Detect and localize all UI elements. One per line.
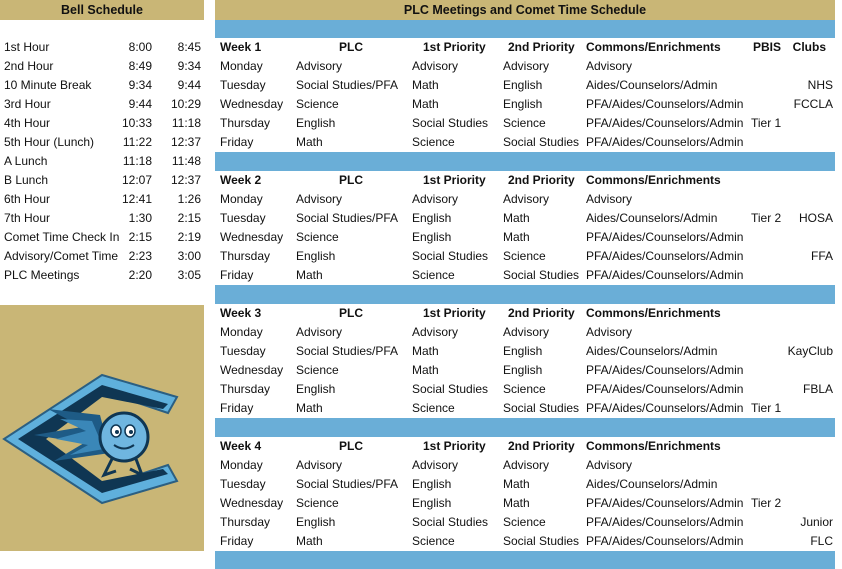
priority1-subject: English — [412, 496, 452, 510]
day-name: Friday — [220, 401, 254, 415]
plc-subject: Math — [296, 534, 323, 548]
column-header-priority2: 2nd Priority — [508, 439, 575, 453]
bell-row — [0, 133, 204, 152]
bell-end-time: 9:34 — [177, 59, 201, 73]
schedule-day-row — [215, 494, 835, 513]
priority2-subject: Math — [503, 496, 530, 510]
day-name: Wednesday — [220, 230, 284, 244]
day-name: Monday — [220, 325, 263, 339]
bell-end-time: 8:45 — [177, 40, 201, 54]
commons-enrichment: PFA/Aides/Counselors/Admin — [586, 496, 744, 510]
priority1-subject: Advisory — [412, 192, 459, 206]
priority1-subject: Science — [412, 401, 455, 415]
schedule-day-row — [215, 133, 835, 152]
bell-end-time: 11:48 — [171, 154, 201, 168]
bell-period-label: 2nd Hour — [4, 59, 54, 73]
column-header-plc: PLC — [339, 439, 363, 453]
schedule-day-row — [215, 342, 835, 361]
commons-enrichment: PFA/Aides/Counselors/Admin — [586, 116, 744, 130]
bell-period-label: Advisory/Comet Time — [4, 249, 119, 263]
priority2-subject: Math — [503, 230, 530, 244]
bell-start-time: 8:49 — [128, 59, 152, 73]
bell-row — [0, 152, 204, 171]
bell-end-time: 12:37 — [170, 173, 201, 187]
priority2-subject: English — [503, 78, 543, 92]
day-name: Thursday — [220, 382, 271, 396]
bell-period-label: 3rd Hour — [4, 97, 51, 111]
priority2-subject: Advisory — [503, 325, 550, 339]
pbis-tier: Tier 1 — [751, 401, 782, 415]
priority2-subject: English — [503, 344, 543, 358]
week-header-row — [215, 304, 835, 323]
commons-enrichment: PFA/Aides/Counselors/Admin — [586, 97, 744, 111]
bell-start-time: 11:18 — [122, 154, 152, 168]
schedule-day-row — [215, 532, 835, 551]
plc-subject: Social Studies/PFA — [296, 78, 399, 92]
comet-logo-panel — [0, 305, 204, 551]
club-name: FCCLA — [793, 97, 833, 111]
bell-period-label: Comet Time Check In — [4, 230, 120, 244]
bell-period-label: PLC Meetings — [4, 268, 80, 282]
day-name: Monday — [220, 458, 263, 472]
week-separator-bar — [215, 20, 835, 38]
schedule-day-row — [215, 323, 835, 342]
column-header-priority2: 2nd Priority — [508, 173, 575, 187]
column-header-plc: PLC — [339, 173, 363, 187]
priority1-subject: English — [412, 211, 452, 225]
commons-enrichment: PFA/Aides/Counselors/Admin — [586, 401, 744, 415]
priority1-subject: English — [412, 230, 452, 244]
club-name: FLC — [810, 534, 833, 548]
priority1-subject: Science — [412, 534, 455, 548]
bell-start-time: 11:22 — [122, 135, 152, 149]
schedule-day-row — [215, 266, 835, 285]
bell-end-time: 9:44 — [177, 78, 201, 92]
day-name: Thursday — [220, 249, 271, 263]
week-label: Week 3 — [220, 306, 262, 320]
week-separator-bar — [215, 285, 835, 304]
commons-enrichment: PFA/Aides/Counselors/Admin — [586, 230, 744, 244]
schedule-day-row — [215, 228, 835, 247]
week-label: Week 2 — [220, 173, 262, 187]
priority2-subject: Advisory — [503, 458, 550, 472]
commons-enrichment: PFA/Aides/Counselors/Admin — [586, 249, 744, 263]
club-name: FBLA — [802, 382, 833, 396]
bell-period-label: 7th Hour — [4, 211, 51, 225]
priority2-subject: Social Studies — [503, 268, 580, 282]
week-header-row — [215, 38, 835, 57]
column-header-pbis: PBIS — [753, 40, 782, 54]
bell-end-time: 3:00 — [177, 249, 201, 263]
pbis-tier: Tier 2 — [751, 211, 782, 225]
bell-start-time: 12:07 — [121, 173, 152, 187]
column-header-priority1: 1st Priority — [423, 173, 486, 187]
bell-start-time: 10:33 — [121, 116, 152, 130]
plc-subject: Social Studies/PFA — [296, 477, 399, 491]
priority2-subject: Science — [503, 382, 546, 396]
club-name: HOSA — [798, 211, 833, 225]
plc-subject: Science — [296, 97, 339, 111]
day-name: Tuesday — [220, 78, 266, 92]
commons-enrichment: PFA/Aides/Counselors/Admin — [586, 363, 744, 377]
club-name: NHS — [807, 78, 833, 92]
column-header-commons: Commons/Enrichments — [586, 439, 721, 453]
priority2-subject: Science — [503, 116, 546, 130]
bell-start-time: 1:30 — [128, 211, 152, 225]
day-name: Monday — [220, 59, 263, 73]
bell-row — [0, 228, 204, 247]
bell-row — [0, 190, 204, 209]
week-header-row — [215, 437, 835, 456]
plc-subject: Science — [296, 496, 339, 510]
bell-row — [0, 57, 204, 76]
plc-subject: Advisory — [296, 458, 343, 472]
schedule-day-row — [215, 399, 835, 418]
priority2-subject: Math — [503, 477, 530, 491]
plc-schedule-title: PLC Meetings and Comet Time Schedule — [215, 0, 835, 20]
plc-subject: Advisory — [296, 192, 343, 206]
schedule-day-row — [215, 57, 835, 76]
plc-subject: Science — [296, 230, 339, 244]
week-separator-bar — [215, 551, 835, 569]
day-name: Friday — [220, 268, 254, 282]
plc-subject: English — [296, 249, 336, 263]
priority1-subject: Math — [412, 78, 439, 92]
priority1-subject: Social Studies — [412, 116, 489, 130]
plc-subject: Math — [296, 135, 323, 149]
day-name: Wednesday — [220, 97, 284, 111]
bell-period-label: 5th Hour (Lunch) — [4, 135, 95, 149]
schedule-day-row — [215, 513, 835, 532]
bell-row — [0, 171, 204, 190]
priority2-subject: Advisory — [503, 192, 550, 206]
bell-end-time: 10:29 — [170, 97, 201, 111]
priority1-subject: Math — [412, 344, 439, 358]
column-header-commons: Commons/Enrichments — [586, 173, 721, 187]
priority2-subject: Advisory — [503, 59, 550, 73]
plc-subject: Math — [296, 401, 323, 415]
bell-row — [0, 95, 204, 114]
priority1-subject: Advisory — [412, 325, 459, 339]
priority1-subject: English — [412, 477, 452, 491]
commons-enrichment: Advisory — [586, 59, 633, 73]
priority2-subject: Social Studies — [503, 135, 580, 149]
day-name: Tuesday — [220, 477, 266, 491]
comet-mascot-logo-icon — [0, 305, 204, 551]
commons-enrichment: PFA/Aides/Counselors/Admin — [586, 515, 744, 529]
plc-subject: Advisory — [296, 325, 343, 339]
plc-subject: Social Studies/PFA — [296, 344, 399, 358]
priority1-subject: Social Studies — [412, 249, 489, 263]
priority1-subject: Advisory — [412, 59, 459, 73]
plc-subject: Social Studies/PFA — [296, 211, 399, 225]
pbis-tier: Tier 1 — [751, 116, 782, 130]
club-name: FFA — [810, 249, 833, 263]
day-name: Monday — [220, 192, 263, 206]
priority2-subject: English — [503, 97, 543, 111]
schedule-day-row — [215, 247, 835, 266]
priority2-subject: Science — [503, 515, 546, 529]
bell-row — [0, 209, 204, 228]
priority1-subject: Social Studies — [412, 515, 489, 529]
commons-enrichment: PFA/Aides/Counselors/Admin — [586, 135, 744, 149]
schedule-day-row — [215, 76, 835, 95]
bell-start-time: 2:23 — [128, 249, 152, 263]
column-header-priority1: 1st Priority — [423, 439, 486, 453]
bell-period-label: A Lunch — [4, 154, 48, 168]
bell-row — [0, 38, 204, 57]
plc-subject: Math — [296, 268, 323, 282]
day-name: Thursday — [220, 515, 271, 529]
day-name: Wednesday — [220, 363, 284, 377]
plc-subject: English — [296, 382, 336, 396]
column-header-commons: Commons/Enrichments — [586, 306, 721, 320]
week-separator-bar — [215, 152, 835, 171]
schedule-day-row — [215, 209, 835, 228]
plc-subject: Science — [296, 363, 339, 377]
schedule-day-row — [215, 361, 835, 380]
priority2-subject: Math — [503, 211, 530, 225]
bell-start-time: 2:20 — [128, 268, 152, 282]
priority2-subject: English — [503, 363, 543, 377]
bell-row — [0, 114, 204, 133]
priority2-subject: Social Studies — [503, 534, 580, 548]
priority2-subject: Science — [503, 249, 546, 263]
column-header-priority2: 2nd Priority — [508, 40, 575, 54]
club-name: KayClub — [787, 344, 833, 358]
commons-enrichment: Aides/Counselors/Admin — [586, 211, 718, 225]
bell-period-label: 6th Hour — [4, 192, 51, 206]
commons-enrichment: Aides/Counselors/Admin — [586, 477, 718, 491]
schedule-day-row — [215, 380, 835, 399]
bell-period-label: 1st Hour — [4, 40, 50, 54]
bell-row — [0, 247, 204, 266]
bell-start-time: 9:44 — [128, 97, 152, 111]
schedule-day-row — [215, 190, 835, 209]
commons-enrichment: Aides/Counselors/Admin — [586, 344, 718, 358]
bell-end-time: 12:37 — [170, 135, 201, 149]
day-name: Friday — [220, 534, 254, 548]
bell-period-label: 4th Hour — [4, 116, 51, 130]
plc-subject: Advisory — [296, 59, 343, 73]
bell-end-time: 2:15 — [177, 211, 201, 225]
priority1-subject: Social Studies — [412, 382, 489, 396]
bell-start-time: 2:15 — [128, 230, 152, 244]
week-label: Week 1 — [220, 40, 262, 54]
plc-subject: English — [296, 515, 336, 529]
column-header-commons: Commons/Enrichments — [586, 40, 721, 54]
week-label: Week 4 — [220, 439, 262, 453]
schedule-day-row — [215, 114, 835, 133]
day-name: Tuesday — [220, 211, 266, 225]
schedule-day-row — [215, 95, 835, 114]
schedule-day-row — [215, 475, 835, 494]
bell-start-time: 12:41 — [121, 192, 152, 206]
commons-enrichment: Advisory — [586, 458, 633, 472]
bell-period-label: B Lunch — [4, 173, 49, 187]
column-header-plc: PLC — [339, 306, 363, 320]
bell-schedule-title: Bell Schedule — [0, 0, 204, 20]
priority1-subject: Advisory — [412, 458, 459, 472]
day-name: Friday — [220, 135, 254, 149]
column-header-priority1: 1st Priority — [423, 40, 486, 54]
bell-period-label: 10 Minute Break — [4, 78, 92, 92]
bell-row — [0, 266, 204, 285]
day-name: Wednesday — [220, 496, 284, 510]
bell-end-time: 2:19 — [177, 230, 201, 244]
column-header-clubs: Clubs — [792, 40, 826, 54]
plc-subject: English — [296, 116, 336, 130]
priority1-subject: Math — [412, 363, 439, 377]
commons-enrichment: Advisory — [586, 192, 633, 206]
column-header-priority1: 1st Priority — [423, 306, 486, 320]
week-separator-bar — [215, 418, 835, 437]
commons-enrichment: Aides/Counselors/Admin — [586, 78, 718, 92]
priority1-subject: Math — [412, 97, 439, 111]
day-name: Thursday — [220, 116, 271, 130]
column-header-priority2: 2nd Priority — [508, 306, 575, 320]
commons-enrichment: PFA/Aides/Counselors/Admin — [586, 382, 744, 396]
week-header-row — [215, 171, 835, 190]
club-name: Junior — [800, 515, 833, 529]
column-header-plc: PLC — [339, 40, 363, 54]
commons-enrichment: PFA/Aides/Counselors/Admin — [586, 534, 744, 548]
bell-end-time: 1:26 — [177, 192, 201, 206]
bell-end-time: 3:05 — [177, 268, 201, 282]
priority2-subject: Social Studies — [503, 401, 580, 415]
bell-start-time: 8:00 — [128, 40, 152, 54]
pbis-tier: Tier 2 — [751, 496, 782, 510]
schedule-day-row — [215, 456, 835, 475]
day-name: Tuesday — [220, 344, 266, 358]
commons-enrichment: Advisory — [586, 325, 633, 339]
bell-row — [0, 76, 204, 95]
commons-enrichment: PFA/Aides/Counselors/Admin — [586, 268, 744, 282]
priority1-subject: Science — [412, 135, 455, 149]
bell-start-time: 9:34 — [128, 78, 152, 92]
priority1-subject: Science — [412, 268, 455, 282]
bell-end-time: 11:18 — [171, 116, 201, 130]
